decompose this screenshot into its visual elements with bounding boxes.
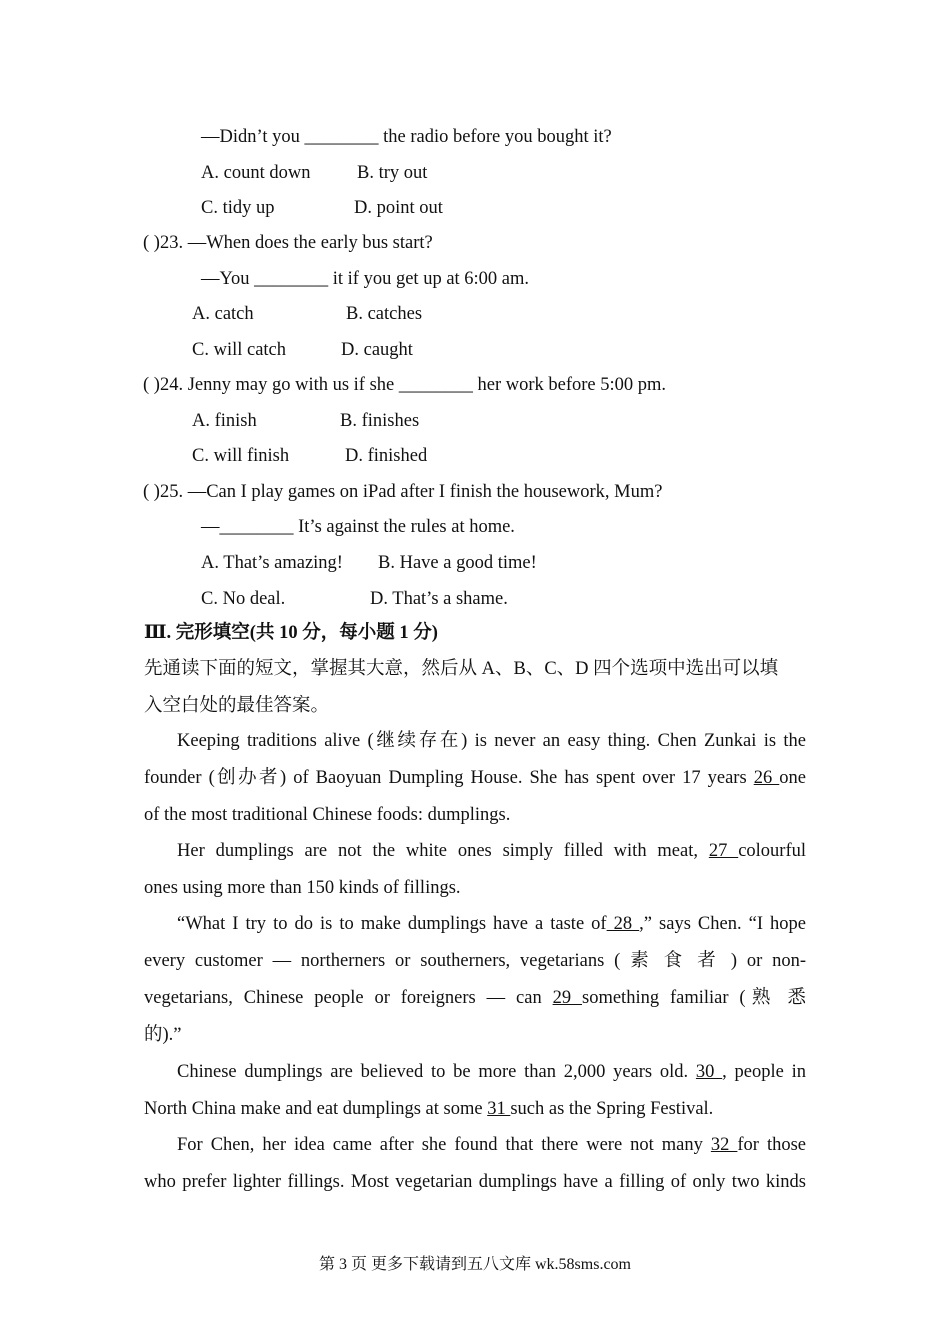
- q22-line2: —Didn’t you ________ the radio before you bought it?: [201, 127, 612, 147]
- q25-stem: ( )25. —Can I play games on iPad after I finish the housework, Mum?: [143, 482, 663, 502]
- passage-p3-line4: 的).”: [144, 1025, 182, 1045]
- passage-p1-line1: Keeping traditions alive (继续存在) is never an easy thing. Chen Zunkai is the: [177, 731, 806, 751]
- q23-option-d: D. caught: [341, 340, 413, 360]
- q25-option-c: C. No deal.: [201, 589, 286, 609]
- blank-26: 26: [753, 768, 780, 788]
- q24-stem: ( )24. Jenny may go with us if she ________ her work before 5:00 pm.: [143, 375, 667, 395]
- page-footer: 第 3 页 更多下载请到五八文库 wk.58sms.com: [318, 1256, 631, 1273]
- blank-31: 31: [487, 1099, 511, 1119]
- passage-p3-line2: every customer — northerners or southerners, vegetarians ( 素 食 者 ) or non-: [144, 951, 806, 971]
- passage-p5-line2: who prefer lighter fillings. Most vegetarian dumplings have a filling of only two kinds: [144, 1172, 806, 1192]
- q25-option-b: B. Have a good time!: [378, 553, 537, 573]
- q23-option-a: A. catch: [192, 304, 254, 324]
- q25-line2: —________ It’s against the rules at home.: [201, 517, 515, 537]
- passage-p2-line2: ones using more than 150 kinds of fillings.: [144, 878, 461, 898]
- q23-option-b: B. catches: [346, 304, 423, 324]
- passage-p3-line3: vegetarians, Chinese people or foreigners — can 29 something familiar (熟 悉: [144, 988, 807, 1008]
- q23-line2: —You ________ it if you get up at 6:00 am.: [201, 269, 530, 289]
- passage-p4-line2: North China make and eat dumplings at some 31 such as the Spring Festival.: [144, 1099, 714, 1119]
- q23-option-c: C. will catch: [192, 340, 287, 360]
- blank-28: 28: [606, 914, 640, 934]
- q24-option-c: C. will finish: [192, 446, 290, 466]
- q25-option-a: A. That’s amazing!: [201, 553, 343, 573]
- q22-option-c: C. tidy up: [201, 198, 275, 218]
- q22-option-b: B. try out: [357, 163, 428, 183]
- section-instruction-line1: 先通读下面的短文，掌握其大意，然后从 A、B、C、D 四个选项中选出可以填: [144, 659, 779, 679]
- passage-p3-line1: “What I try to do is to make dumplings have a taste of 28 ,” says Chen. “I hope: [177, 914, 806, 934]
- q24-option-a: A. finish: [192, 411, 257, 431]
- q22-option-a: A. count down: [201, 163, 311, 183]
- q22-option-d: D. point out: [354, 198, 443, 218]
- q23-stem: ( )23. —When does the early bus start?: [143, 233, 433, 253]
- q24-option-b: B. finishes: [340, 411, 420, 431]
- q25-option-d: D. That’s a shame.: [370, 589, 508, 609]
- passage-p1-line3: of the most traditional Chinese foods: dumplings.: [144, 805, 511, 825]
- passage-p5-line1: For Chen, her idea came after she found that there were not many 32 for those: [177, 1135, 807, 1155]
- section-instruction-line2: 入空白处的最佳答案。: [144, 696, 330, 716]
- passage-p2-line1: Her dumplings are not the white ones simply filled with meat, 27 colourful: [177, 841, 806, 861]
- blank-32: 32: [710, 1135, 738, 1155]
- q24-option-d: D. finished: [345, 446, 428, 466]
- blank-29: 29: [552, 988, 582, 1008]
- passage-p1-line2: founder (创办者) of Baoyuan Dumpling House. She has spent over 17 years 26 one: [144, 768, 806, 788]
- section-heading: Ⅲ. 完形填空(共 10 分，每小题 1 分): [144, 623, 438, 643]
- passage-p4-line1: Chinese dumplings are believed to be more than 2,000 years old. 30 , people in: [177, 1062, 807, 1082]
- blank-30: 30: [695, 1062, 723, 1082]
- blank-27: 27: [708, 841, 739, 861]
